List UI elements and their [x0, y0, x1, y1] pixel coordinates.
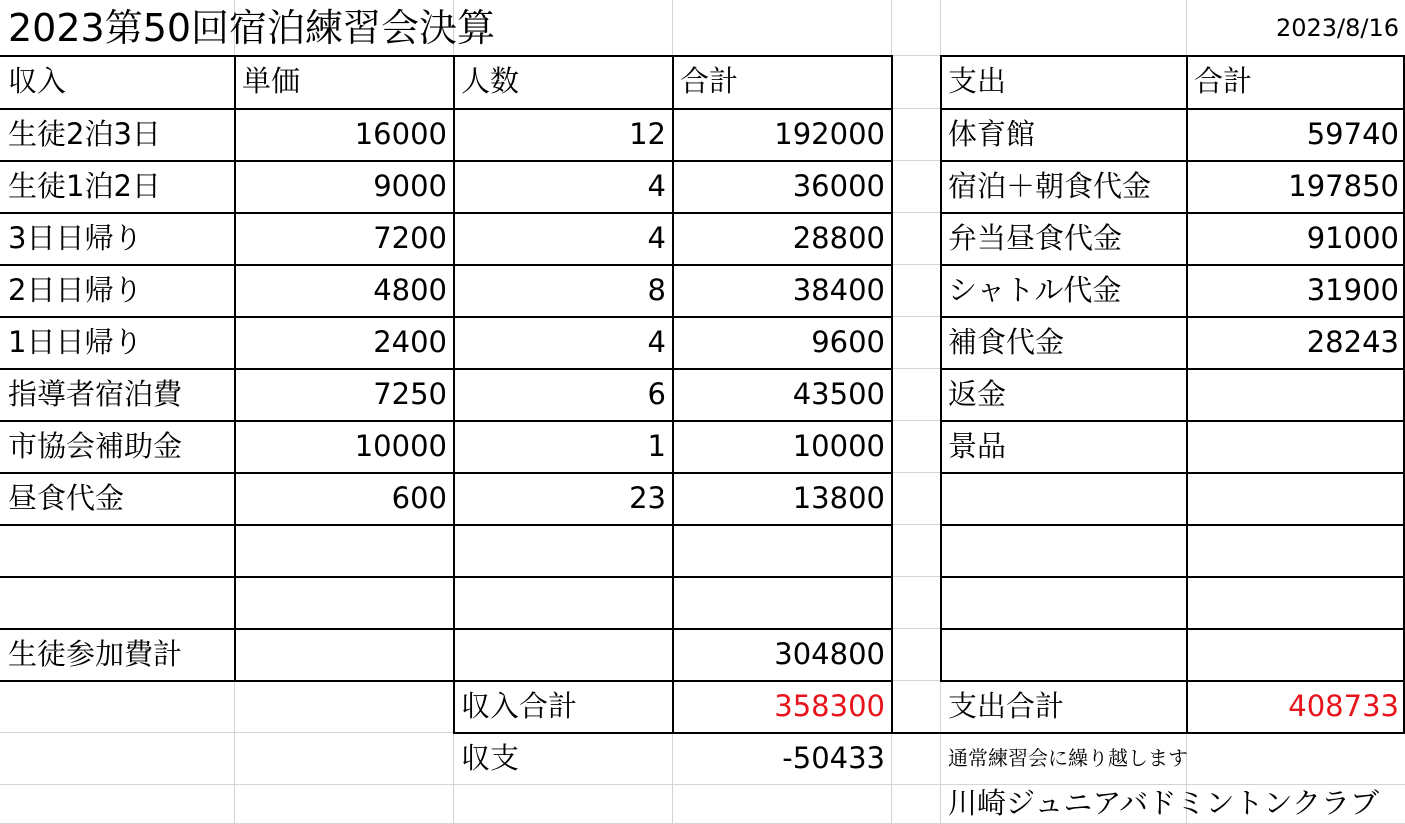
- income-total[interactable]: 13800: [792, 480, 885, 515]
- income-count[interactable]: 8: [647, 272, 666, 307]
- expense-total[interactable]: 197850: [1288, 168, 1399, 203]
- income-total[interactable]: 10000: [792, 428, 885, 463]
- income-label[interactable]: 1日日帰り: [8, 324, 143, 359]
- expense-total[interactable]: 59740: [1306, 116, 1399, 151]
- income-total[interactable]: 28800: [792, 220, 885, 255]
- income-unit-price[interactable]: 600: [391, 480, 447, 515]
- income-total-label[interactable]: 収入合計: [461, 688, 578, 723]
- income-unit-price[interactable]: 7250: [373, 376, 447, 411]
- expense-label[interactable]: シャトル代金: [948, 272, 1122, 307]
- expense-label[interactable]: 体育館: [948, 116, 1036, 151]
- income-unit-price[interactable]: 7200: [373, 220, 447, 255]
- income-total[interactable]: 36000: [792, 168, 885, 203]
- expense-total-label[interactable]: 支出合計: [948, 688, 1065, 723]
- cell-border: [940, 628, 1405, 630]
- expense-total[interactable]: [1186, 368, 1405, 420]
- expense-label[interactable]: 宿泊＋朝食代金: [948, 168, 1152, 203]
- club-name[interactable]: 川崎ジュニアバドミントンクラブ: [948, 786, 1379, 820]
- expense-total[interactable]: 31900: [1306, 272, 1399, 307]
- income-count[interactable]: 1: [647, 428, 666, 463]
- income-count[interactable]: 4: [647, 324, 666, 359]
- cell-border: [0, 576, 892, 578]
- income-label[interactable]: 3日日帰り: [8, 220, 143, 255]
- cell-border: [891, 680, 893, 733]
- income-label[interactable]: 昼食代金: [8, 480, 125, 515]
- income-total[interactable]: 9600: [811, 324, 885, 359]
- student-fee-total[interactable]: 304800: [774, 636, 885, 671]
- sheet-title[interactable]: 2023第50回宿泊練習会決算: [8, 5, 496, 50]
- expense-grand-total[interactable]: 408733: [1288, 688, 1399, 723]
- expense-label[interactable]: 返金: [948, 376, 1007, 411]
- income-count[interactable]: 4: [647, 168, 666, 203]
- income-header[interactable]: 収入: [8, 64, 67, 98]
- income-grand-total[interactable]: 358300: [774, 688, 885, 723]
- expense-total[interactable]: 28243: [1306, 324, 1399, 359]
- income-label[interactable]: 生徒1泊2日: [8, 168, 161, 203]
- student-fee-total-label[interactable]: 生徒参加費計: [8, 636, 183, 671]
- expense-total[interactable]: 91000: [1306, 220, 1399, 255]
- cell-border: [940, 576, 1405, 578]
- income-label[interactable]: 市協会補助金: [8, 428, 183, 463]
- expense-header[interactable]: 支出: [948, 64, 1007, 98]
- income-header[interactable]: 合計: [680, 64, 739, 98]
- cell-border: [940, 472, 1405, 474]
- income-label[interactable]: 指導者宿泊費: [8, 376, 183, 411]
- report-date[interactable]: 2023/8/16: [1275, 13, 1399, 42]
- expense-label[interactable]: 補食代金: [948, 324, 1065, 359]
- income-header[interactable]: 人数: [461, 64, 520, 98]
- expense-header[interactable]: 合計: [1194, 64, 1253, 98]
- balance-label[interactable]: 収支: [461, 740, 520, 775]
- income-header[interactable]: 単価: [242, 64, 301, 98]
- income-count[interactable]: 4: [647, 220, 666, 255]
- cell-border: [891, 55, 893, 733]
- income-unit-price[interactable]: 16000: [354, 116, 447, 151]
- income-total[interactable]: 38400: [792, 272, 885, 307]
- income-unit-price[interactable]: 9000: [373, 168, 447, 203]
- expense-label[interactable]: 景品: [948, 428, 1007, 463]
- income-unit-price[interactable]: 2400: [373, 324, 447, 359]
- income-count[interactable]: 6: [647, 376, 666, 411]
- cell-border: [0, 524, 892, 526]
- income-total[interactable]: 43500: [792, 376, 885, 411]
- income-total[interactable]: 192000: [774, 116, 885, 151]
- income-count[interactable]: 23: [629, 480, 666, 515]
- income-label[interactable]: 2日日帰り: [8, 272, 143, 307]
- income-count[interactable]: 12: [629, 116, 666, 151]
- carry-over-note[interactable]: 通常練習会に繰り越します: [948, 746, 1188, 770]
- expense-label[interactable]: 弁当昼食代金: [948, 220, 1123, 255]
- income-unit-price[interactable]: 10000: [354, 428, 447, 463]
- balance-value[interactable]: -50433: [782, 740, 885, 775]
- income-label[interactable]: 生徒2泊3日: [8, 116, 161, 151]
- income-unit-price[interactable]: 4800: [373, 272, 447, 307]
- expense-total[interactable]: [1186, 420, 1405, 472]
- cell-border: [940, 524, 1405, 526]
